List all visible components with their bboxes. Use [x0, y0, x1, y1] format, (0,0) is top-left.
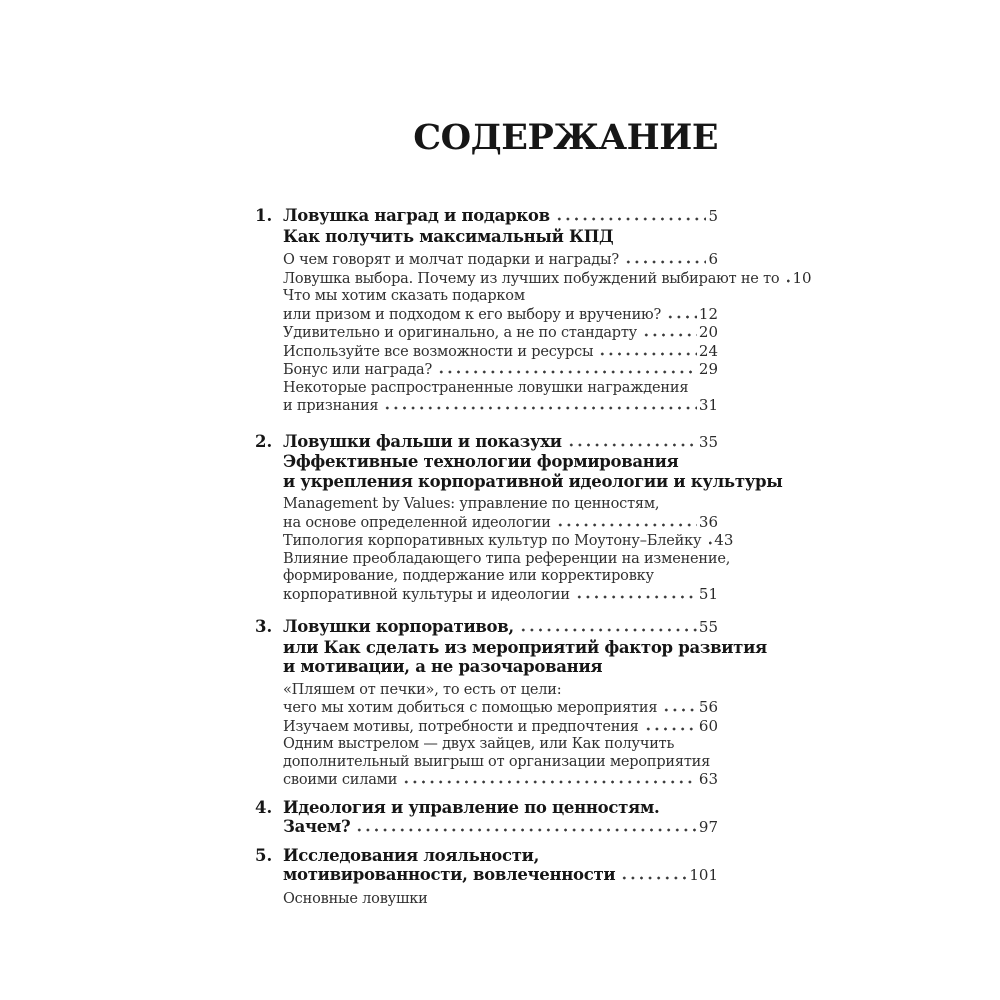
toc-subitem-line	[283, 531, 734, 551]
page-number: 6	[708, 250, 718, 268]
toc-subitem-line	[283, 397, 718, 416]
toc-entry-heading	[283, 206, 718, 246]
dot-leader-icon	[556, 523, 697, 527]
entry-text: дополнительный выигрыш от организации мероприятия	[283, 753, 711, 770]
entry-text: корпоративной культуры и идеологии	[283, 586, 570, 603]
entry-text: Как получить максимальный КПД	[283, 226, 614, 246]
dot-leader-icon	[575, 595, 697, 599]
dot-leader-icon	[784, 279, 790, 283]
page-number: 31	[698, 396, 718, 414]
dot-leader-icon	[598, 352, 697, 356]
entry-text: Ловушка наград и подарков	[283, 206, 550, 225]
entry-text: мотивированности, вовлеченности	[283, 865, 616, 884]
toc-entry-heading	[283, 798, 718, 838]
entry-text: Удивительно и оригинально, а не по стандарту	[283, 325, 638, 341]
page-number: 51	[698, 584, 718, 603]
toc-subitem-line	[283, 771, 718, 790]
page-number: 60	[698, 716, 718, 735]
page-number: 97	[698, 818, 718, 836]
entry-text: и мотивации, а не разочарования	[283, 657, 603, 676]
dot-leader-icon	[620, 876, 687, 880]
entry-text: Идеология и управление по ценностям.	[283, 797, 660, 817]
toc-subitem-line	[283, 251, 718, 270]
page-number: 63	[698, 770, 718, 788]
dot-leader-icon	[437, 370, 697, 374]
dot-leader-icon	[402, 780, 697, 784]
dot-leader-icon	[519, 628, 697, 632]
entry-text: Эффективные технологии формирования	[283, 452, 679, 471]
entry-text: «Пляшем от печки», то есть от цели:	[283, 681, 562, 698]
toc-subitem-line	[283, 682, 718, 700]
toc-subitem-line	[283, 361, 718, 380]
toc-subitems	[283, 250, 812, 416]
toc-subitems	[283, 682, 718, 790]
entry-text: своими силами	[283, 772, 398, 788]
toc-heading-line	[283, 657, 718, 677]
entry-number: 3.	[255, 617, 273, 636]
toc-subitem-line	[283, 268, 812, 289]
entry-text: Бонус или награда?	[283, 362, 433, 378]
page-number: 12	[698, 304, 718, 323]
entry-text: Основные ловушки	[283, 890, 428, 907]
toc-subitem-line	[283, 496, 718, 514]
entry-text: Что мы хотим сказать подарком	[283, 288, 525, 304]
toc-subitem-line	[283, 343, 718, 362]
toc-heading-line	[283, 798, 718, 818]
page-number: 55	[698, 618, 718, 636]
toc-heading-line	[283, 206, 718, 227]
entry-text: Типология корпоративных культур по Моутону–Блейку	[283, 533, 702, 549]
toc-entry	[255, 431, 783, 605]
toc-heading-line	[283, 471, 783, 492]
toc-subitem-line	[283, 550, 731, 569]
page-number: 20	[698, 323, 718, 341]
entry-text: Ловушки корпоративов,	[283, 617, 514, 636]
page-number: 29	[698, 360, 718, 378]
dot-leader-icon	[666, 315, 697, 319]
toc-entry	[255, 206, 812, 416]
page-number: 56	[698, 698, 718, 716]
toc-entry	[255, 798, 718, 838]
dot-leader-icon	[383, 406, 697, 410]
dot-leader-icon	[706, 541, 712, 545]
entry-text: или Как сделать из мероприятий фактор развития	[283, 637, 767, 657]
entry-text: Management by Values: управление по ценностям,	[283, 496, 660, 512]
toc-subitem-line	[283, 288, 718, 306]
toc-subitem-line	[283, 754, 718, 772]
entry-text: и укрепления корпоративной идеологии и культуры	[283, 471, 783, 491]
entry-text: и признания	[283, 398, 379, 414]
page-number: 101	[689, 866, 718, 884]
toc-subitem-line	[283, 718, 718, 737]
page-number: 43	[714, 531, 734, 549]
entry-text: Используйте все возможности и ресурсы	[283, 343, 594, 360]
entry-text: Ловушки фальши и показухи	[283, 431, 562, 451]
toc-heading-line	[283, 432, 718, 453]
page-number: 5	[708, 207, 718, 225]
toc-subitem-line	[283, 699, 718, 718]
toc-heading-line	[283, 817, 718, 838]
toc-entry-heading	[283, 431, 783, 492]
dot-leader-icon	[567, 443, 697, 447]
toc-entry-heading	[283, 846, 718, 886]
toc-heading-line	[283, 227, 718, 247]
dot-leader-icon	[355, 828, 697, 832]
toc-heading-line	[283, 617, 718, 638]
entry-text: Зачем?	[283, 817, 351, 836]
toc-subitems	[283, 891, 718, 909]
page-number: 10	[792, 268, 812, 287]
toc-entry	[255, 617, 767, 790]
page-title: СОДЕРЖАНИЕ	[413, 117, 718, 158]
toc-subitem-line	[283, 380, 718, 398]
toc-subitem-line	[283, 514, 718, 533]
page-number: 36	[698, 512, 718, 531]
toc-subitem-line	[283, 891, 718, 909]
toc-heading-line	[283, 865, 718, 886]
toc-heading-line	[283, 846, 718, 866]
dot-leader-icon	[662, 708, 697, 712]
toc-subitem-line	[283, 736, 718, 754]
dot-leader-icon	[624, 260, 707, 264]
entry-text: чего мы хотим добиться с помощью мероприятия	[283, 700, 658, 716]
entry-text: на основе определенной идеологии	[283, 514, 551, 531]
toc-subitem-line	[283, 568, 718, 586]
entry-number: 1.	[255, 206, 273, 225]
entry-text: формирование, поддержание или корректировку	[283, 568, 654, 584]
entry-text: О чем говорят и молчат подарки и награды?	[283, 252, 619, 268]
entry-text: Ловушка выбора. Почему из лучших побуждений выбирают не то	[283, 270, 780, 287]
entry-text: Влияние преобладающего типа референции на изменение,	[283, 550, 731, 567]
entry-text: Исследования лояльности,	[283, 845, 540, 865]
toc-entry-heading	[283, 617, 767, 677]
entry-number: 4.	[255, 797, 273, 817]
toc-list	[255, 206, 812, 908]
entry-text: Одним выстрелом — двух зайцев, или Как получить	[283, 736, 675, 752]
entry-text: Некоторые распространенные ловушки награждения	[283, 379, 689, 396]
toc-subitem-line	[283, 324, 718, 343]
dot-leader-icon	[555, 217, 707, 221]
toc-entry	[255, 846, 718, 909]
entry-text: или призом и подходом к его выбору и вручению?	[283, 306, 662, 323]
page-number: 35	[698, 432, 718, 451]
toc-subitems	[283, 496, 734, 604]
dot-leader-icon	[644, 727, 697, 731]
toc-heading-line	[283, 452, 718, 472]
toc-heading-line	[283, 637, 767, 658]
page-number: 24	[698, 341, 718, 360]
toc-subitem-line	[283, 306, 718, 325]
toc-subitem-line	[283, 586, 718, 605]
entry-text: Изучаем мотивы, потребности и предпочтения	[283, 718, 639, 735]
dot-leader-icon	[642, 333, 697, 337]
entry-number: 5.	[255, 845, 273, 865]
entry-number: 2.	[255, 431, 273, 451]
